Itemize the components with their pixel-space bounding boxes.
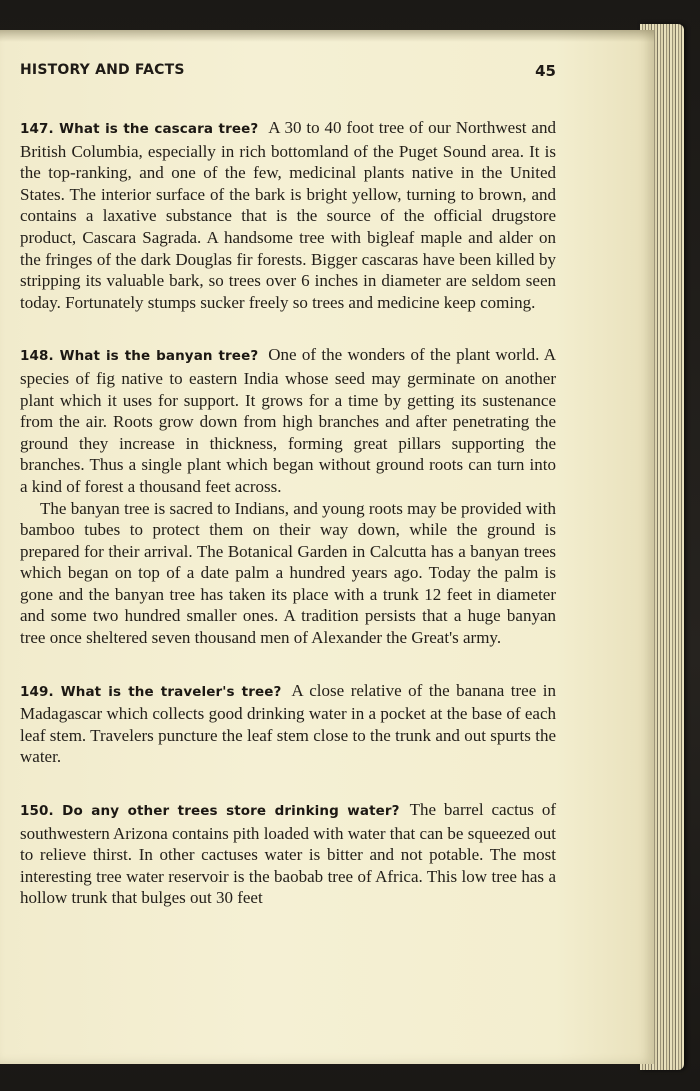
page-number: 45 [535,62,556,80]
entry-148 [20,344,556,648]
entry-paragraph [20,344,556,497]
entry-paragraph [20,799,556,909]
body-text [20,117,556,940]
question-heading: 150. Do any other trees store drinking water? [20,803,400,820]
question-heading: 148. What is the banyan tree? [20,348,259,365]
answer-text: One of the wonders of the plant world. A species of fig native to eastern India whose seed may germinate on another plant which it uses for support. It grows for a time by getting its sustenance from the air. Roots grow down from high branches and after penetrating the ground they increase in thickness, forming great pillars supporting the branches. Thus a single plant which began without ground roots can turn into a kind of forest a thousand feet across. [20,345,556,496]
answer-text: A 30 to 40 foot tree of our Northwest and British Columbia, especially in rich bottomland of the Puget Sound area. It is the top-ranking, and one of the few, medicinal plants native in the United States. The interior surface of the bark is bright yellow, turning to brown, and contains a laxative substance that is the source of the official drugstore product, Cascara Sagrada. A handsome tree with bigleaf maple and alder on the fringes of the dark Douglas fir forests. Bigger cascaras have been killed by stripping its valuable bark, so trees over 6 inches in diameter are seldom seen today. Fortunately stumps sucker freely so trees and medicine keep coming. [20,118,556,312]
page-top-shadow [0,30,654,42]
entry-147 [20,117,556,313]
entry-150 [20,799,556,909]
running-head [20,62,556,84]
question-heading: 147. What is the cascara tree? [20,121,259,137]
entry-149 [20,680,556,768]
section-title: HISTORY AND FACTS [20,62,185,78]
question-heading: 149. What is the traveler's tree? [20,683,282,700]
answer-text: The barrel cactus of southwestern Arizona contains pith loaded with water that can be squeezed out to relieve thirst. In other cactuses water is bitter and not potable. The most interesting tree water reservoir is the baobab tree of Africa. This low tree has a hollow trunk that bulges out 30 feet [20,800,556,908]
answer-text: A close relative of the banana tree in Madagascar which collects good drinking water in a pocket at the base of each leaf stem. Travelers puncture the leaf stem close to the trunk and out spurts the water. [20,680,556,767]
entry-paragraph [20,680,556,768]
entry-paragraph [20,117,556,313]
entry-paragraph: The banyan tree is sacred to Indians, and young roots may be provided with bamboo tubes to protect them on their way down, while the ground is prepared for their arrival. The Botanical Garden in Calcutta has a banyan trees which began on top of a date palm a hundred years ago. Today the palm is gone and the banyan tree has taken its place with a trunk 12 feet in diameter and some two hundred smaller ones. A tradition persists that a huge banyan tree once sheltered seven thousand men of Alexander the Great's army. [20,498,556,648]
